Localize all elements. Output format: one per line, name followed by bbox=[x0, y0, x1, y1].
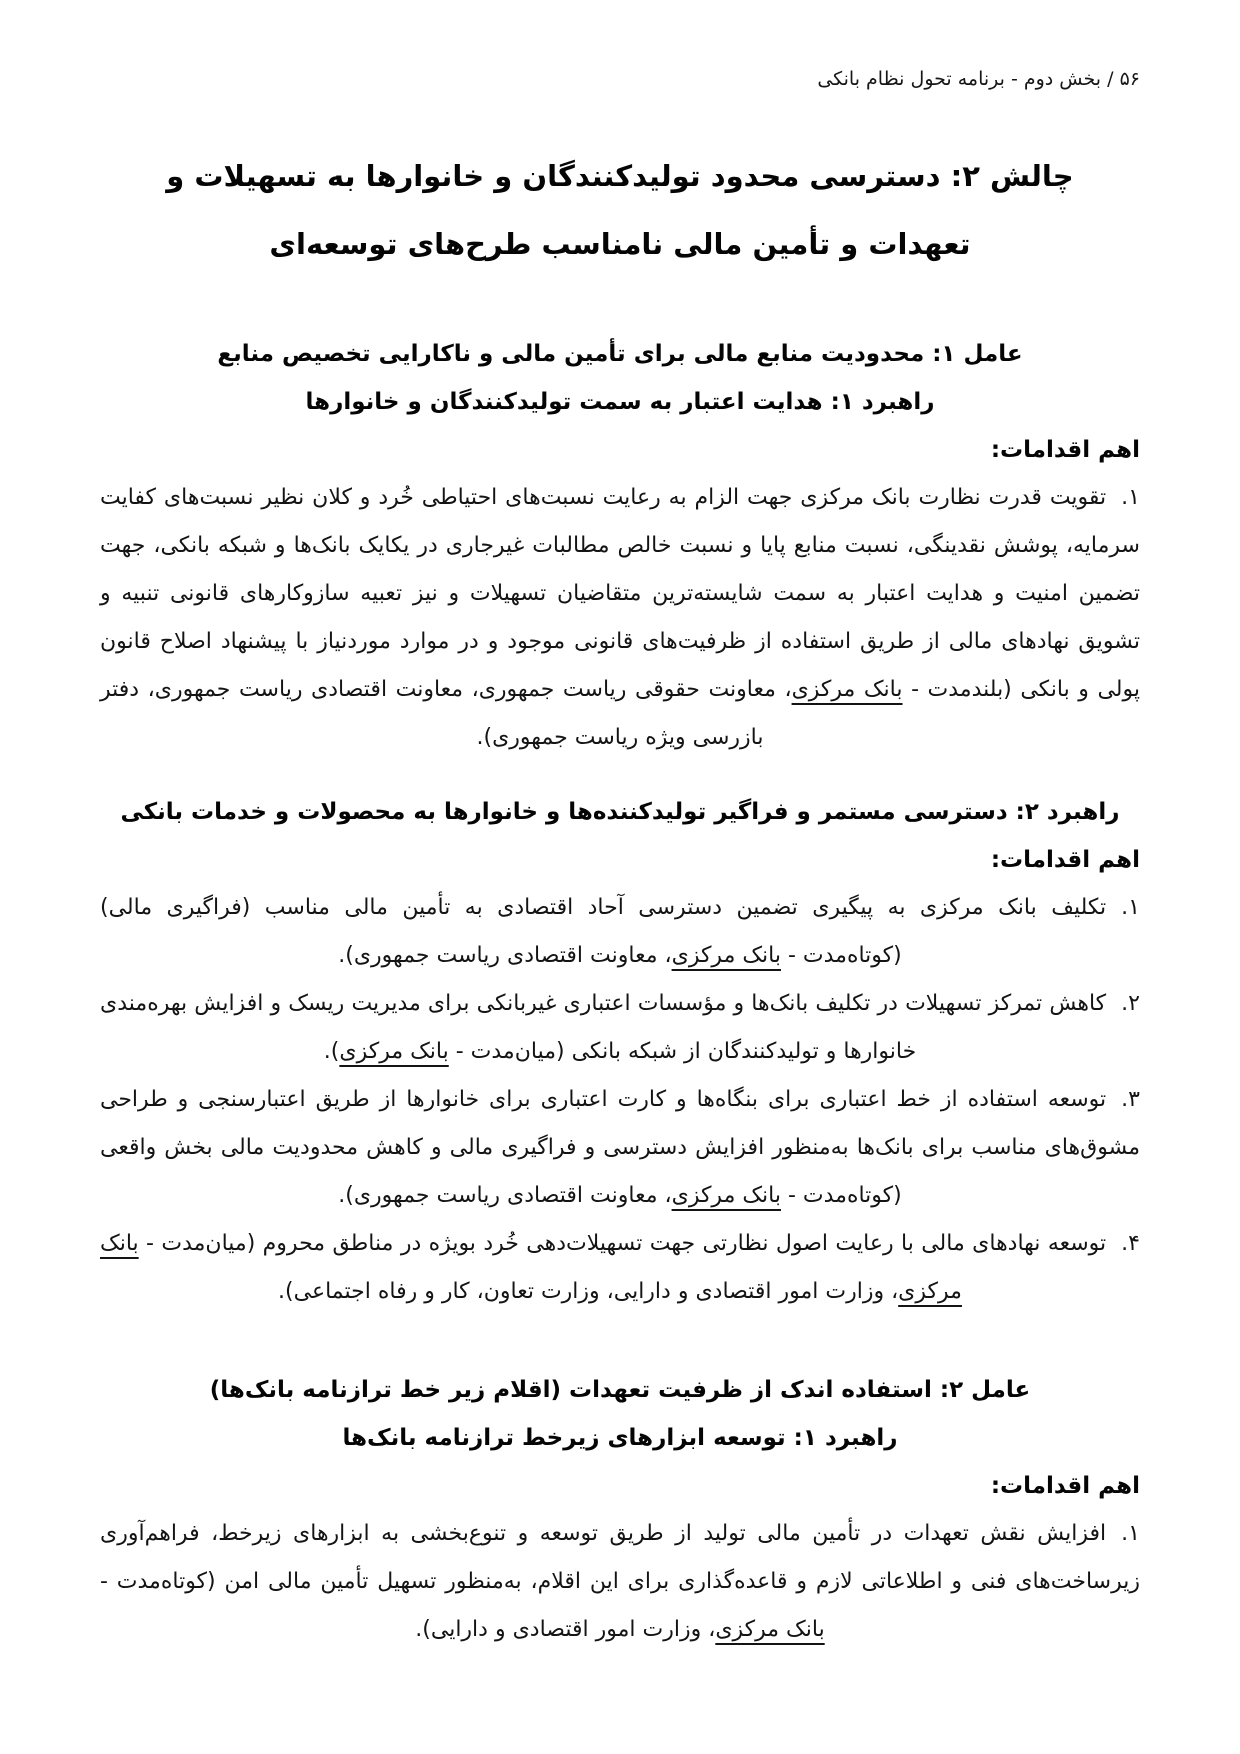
item-text-underlined-org: بانک مرکزی bbox=[339, 1039, 449, 1064]
page-title bbox=[100, 142, 1140, 278]
item-text: ، معاونت اقتصادی ریاست جمهوری). bbox=[338, 943, 672, 968]
list-item bbox=[100, 1220, 1140, 1316]
list-item bbox=[100, 1510, 1140, 1654]
item-text: توسعه نهادهای مالی با رعایت اصول نظارتی جهت تسهیلات‌دهی خُرد بویژه در مناطق محروم (میان‌مدت - bbox=[138, 1231, 1107, 1256]
item-text: افزایش نقش تعهدات در تأمین مالی تولید از طریق توسعه و تنوع‌بخشی به ابزارهای زیرخط، فراهم‌آوری زیرساخت‌های فنی و اطلاعاتی لازم و قاعده‌گذاری برای این اقلام، به‌منظور تسهیل تأمین مالی امن (کوتاه‌مدت - bbox=[100, 1521, 1140, 1594]
list-item bbox=[100, 884, 1140, 980]
title-line-1: چالش ۲: دسترسی محدود تولیدکنندگان و خانوارها به تسهیلات و bbox=[166, 159, 1074, 193]
page-header: ۵۶ / بخش دوم - برنامه تحول نظام بانکی bbox=[817, 68, 1140, 90]
item-text: ). bbox=[323, 1039, 340, 1064]
actions-label: اهم اقدامات: bbox=[990, 847, 1140, 873]
title-line-2: تعهدات و تأمین مالی نامناسب طرح‌های توسعه‌ای bbox=[269, 227, 971, 261]
item-text: توسعه استفاده از خط اعتباری برای بنگاه‌ها و کارت اعتباری برای خانوارها از طریق اعتبارسنجی و طراحی مشوق‌های مناسب برای بانک‌ها به‌منظور افزایش دسترسی و فراگیری مالی و کاهش محدودیت مالی بخش واقعی (کوتاه‌مدت - bbox=[100, 1087, 1140, 1208]
list-item bbox=[100, 980, 1140, 1076]
item-text: تکلیف بانک مرکزی به پیگیری تضمین دسترسی آحاد اقتصادی به تأمین مالی مناسب (فراگیری مالی) (کوتاه‌مدت - bbox=[100, 895, 1107, 968]
factor-1-strategy-1-heading: راهبرد ۱: هدایت اعتبار به سمت تولیدکنندگان و خانوارها bbox=[305, 389, 935, 415]
item-text-underlined-org: بانک مرکزی bbox=[715, 1617, 825, 1642]
item-number: ۱. bbox=[1121, 1521, 1140, 1546]
factor-1-strategy-2-heading: راهبرد ۲: دسترسی مستمر و فراگیر تولیدکننده‌ها و خانوارها به محصولات و خدمات بانکی bbox=[120, 799, 1120, 825]
factor-2-heading: عامل ۲: استفاده اندک از ظرفیت تعهدات (اقلام زیر خط ترازنامه بانک‌ها) bbox=[209, 1377, 1031, 1403]
item-number: ۲. bbox=[1121, 991, 1140, 1016]
item-text: ، وزارت امور اقتصادی و دارایی). bbox=[415, 1617, 716, 1642]
item-number: ۳. bbox=[1121, 1087, 1140, 1112]
factor-1-heading: عامل ۱: محدودیت منابع مالی برای تأمین مالی و ناکارایی تخصیص منابع bbox=[217, 341, 1023, 367]
item-text-underlined-org: بانک مرکزی bbox=[671, 943, 781, 968]
item-number: ۱. bbox=[1121, 895, 1140, 920]
list-item bbox=[100, 474, 1140, 762]
section-factor-2 bbox=[100, 1366, 1140, 1654]
section-factor-1 bbox=[100, 330, 1140, 1316]
item-number: ۱. bbox=[1121, 485, 1140, 510]
item-text: تقویت قدرت نظارت بانک مرکزی جهت الزام به رعایت نسبت‌های احتیاطی خُرد و کلان نظیر نسبت‌های کفایت سرمایه، پوشش نقدینگی، نسبت منابع پایا و نسبت خالص مطالبات غیرجاری در یکایک بانک‌ها و شبکه بانکی، جهت تضمین امنیت و هدایت اعتبار به سمت شایسته‌ترین متقاضیان تسهیلات و نیز تعبیه سازوکارهای قانونی تنبیه و تشویق نهادهای مالی از طریق استفاده از ظرفیت‌های قانونی موجود و در موارد موردنیاز با پیشنهاد اصلاح قانون پولی و بانکی (بلندمدت - bbox=[100, 485, 1141, 702]
factor-2-strategy-1-heading: راهبرد ۱: توسعه ابزارهای زیرخط ترازنامه بانک‌ها bbox=[342, 1425, 898, 1451]
actions-label: اهم اقدامات: bbox=[990, 437, 1140, 463]
item-text-underlined-org: بانک مرکزی bbox=[791, 677, 903, 702]
item-text: ، معاونت اقتصادی ریاست جمهوری). bbox=[338, 1183, 672, 1208]
item-text: کاهش تمرکز تسهیلات در تکلیف بانک‌ها و مؤسسات اعتباری غیربانکی برای مدیریت ریسک و افزایش بهره‌مندی خانوارها و تولیدکنندگان از شبکه بانکی (میان‌مدت - bbox=[100, 991, 1107, 1064]
item-text: ، معاونت حقوقی ریاست جمهوری، معاونت اقتصادی ریاست جمهوری، دفتر بازرسی ویژه ریاست جمهوری). bbox=[100, 677, 792, 750]
actions-label: اهم اقدامات: bbox=[990, 1473, 1140, 1499]
item-text-underlined-org: بانک مرکزی bbox=[671, 1183, 781, 1208]
item-text: ، وزارت امور اقتصادی و دارایی، وزارت تعاون، کار و رفاه اجتماعی). bbox=[278, 1279, 899, 1304]
item-number: ۴. bbox=[1121, 1231, 1140, 1256]
item-text-underlined-org: بانک مرکزی bbox=[100, 1231, 962, 1304]
list-item bbox=[100, 1076, 1140, 1220]
